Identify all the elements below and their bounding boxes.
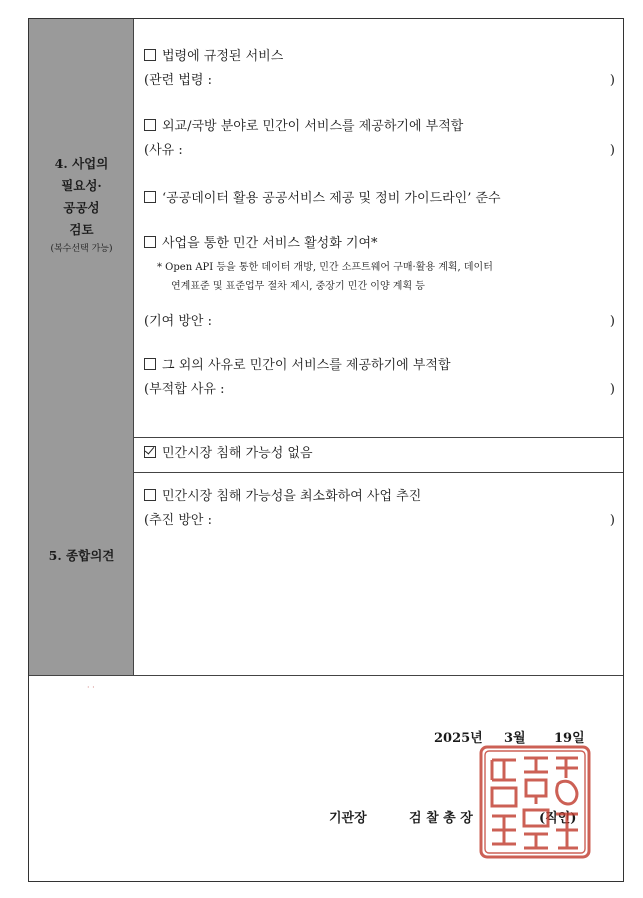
footnote-line: 연계표준 및 표준업무 절차 제시, 중장기 민간 이양 계획 등 xyxy=(171,281,425,292)
official-seal-stamp xyxy=(478,744,592,860)
option-minimize-infringement[interactable]: 민간시장 침해 가능성을 최소화하여 사업 추진 (추진 방안 : ) xyxy=(144,489,615,528)
section4-label: 4. 사업의 필요성· 공공성 검토 (복수선택 가능) xyxy=(50,156,113,254)
checkbox[interactable] xyxy=(144,119,156,131)
row-divider xyxy=(134,472,623,473)
option-legal-service[interactable]: 법령에 규정된 서비스 (관련 법령 : ) xyxy=(144,49,615,88)
detail-label: (관련 법령 : xyxy=(144,73,212,88)
signer-title: 기관장 xyxy=(329,811,367,826)
form-frame: 4. 사업의 필요성· 공공성 검토 (복수선택 가능) 5. 종합의견 법령에 규정된 서비스 (관련 법령 : ) 외교/국방 분야로 민간이 서비스를 제공하기에 부적합 (사유 : ) ‘공공데이터 활용 공공서비스 제공 및 정비 가이드라인’ 준수 사업을 통한 민간 서비스 활성화 기여* * Open API 등을 통한 데이터 개방, 민간 소프트웨어 구매·활용 계획, 데이터 연계표준 및 표준업무 절차 제시, 중장기 민간 이양 계획 등 (기여 방안 : ) 그 외의 사유로 민간이 서비스를 제공하기에 부적합 (부적합 사유 : ) 민간시장 침해 가능성 없음 민간시장 침해 가능성을 최소화하여 사업 추진 (추진 방안 : ) · · 2025년 3월 19일 기관장 검 찰 총 장 (직인) xyxy=(28,18,624,882)
option-diplomacy-defense[interactable]: 외교/국방 분야로 민간이 서비스를 제공하기에 부적합 (사유 : ) xyxy=(144,119,615,158)
section-divider xyxy=(29,675,623,676)
ink-smudge: · · xyxy=(87,683,95,692)
option-other-reason[interactable]: 그 외의 사유로 민간이 서비스를 제공하기에 부적합 (부적합 사유 : ) xyxy=(144,358,615,397)
checkbox[interactable] xyxy=(144,489,156,501)
detail-label: (부적합 사유 : xyxy=(144,382,225,397)
option-private-activation[interactable]: 사업을 통한 민간 서비스 활성화 기여* xyxy=(144,234,615,254)
checkbox[interactable] xyxy=(144,191,156,203)
date-month: 3월 xyxy=(504,731,526,746)
checkbox[interactable] xyxy=(144,358,156,370)
checkbox-checked[interactable] xyxy=(144,446,156,458)
footnote-line: * Open API 등을 통한 데이터 개방, 민간 소프트웨어 구매·활용 계획, 데이터 xyxy=(157,262,493,273)
detail-label: (사유 : xyxy=(144,143,183,158)
detail-label: (기여 방안 : xyxy=(144,314,212,329)
seal-label: (직인) xyxy=(539,811,577,826)
option-guideline-compliance[interactable]: ‘공공데이터 활용 공공서비스 제공 및 정비 가이드라인’ 준수 xyxy=(144,189,615,209)
detail-label: (추진 방안 : xyxy=(144,513,212,528)
date-year: 2025년 xyxy=(434,731,483,746)
checkbox[interactable] xyxy=(144,49,156,61)
option-no-infringement[interactable]: 민간시장 침해 가능성 없음 xyxy=(144,444,615,464)
date-day: 19일 xyxy=(554,731,585,746)
signer-name: 검 찰 총 장 xyxy=(409,811,473,826)
section5-label: 5. 종합의견 xyxy=(48,548,115,563)
checkbox[interactable] xyxy=(144,236,156,248)
